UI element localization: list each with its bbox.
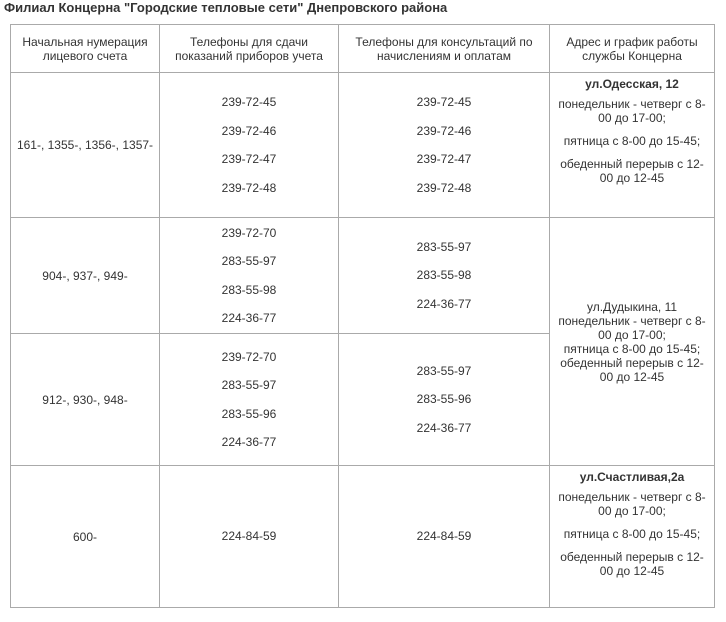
phone-number: 239-72-70 — [221, 349, 277, 364]
meter-phones-cell — [160, 334, 339, 466]
phone-number: 283-55-97 — [221, 254, 277, 268]
phone-number: 239-72-46 — [221, 123, 277, 138]
phone-number: 239-72-45 — [221, 95, 277, 109]
office-street: ул.Одесская, 12 — [585, 77, 679, 91]
meter-phones-cell — [160, 218, 339, 334]
office-lunch-break: обеденный перерыв с 12-00 до 12-45 — [560, 550, 704, 578]
column-header-consult-phones: Телефоны для консультаций по начислениям и оплатам — [339, 25, 550, 73]
consult-phones-cell — [339, 218, 550, 334]
consult-phones-cell — [339, 466, 550, 608]
table-row — [11, 218, 715, 334]
consult-phones-cell — [339, 334, 550, 466]
office-friday-hours: пятница с 8-00 до 15-45; — [563, 527, 701, 541]
service-table — [10, 24, 715, 608]
accounts-cell: 904-, 937-, 949- — [11, 218, 160, 334]
accounts-cell: 912-, 930-, 948- — [11, 334, 160, 466]
consult-phones-cell — [339, 73, 550, 218]
column-header-address: Адрес и график работы службы Концерна — [550, 25, 715, 73]
phone-number: 224-36-77 — [221, 435, 277, 449]
table-row — [11, 466, 715, 608]
phone-number: 283-55-97 — [416, 363, 472, 378]
phone-number: 224-84-59 — [416, 529, 472, 544]
phone-number: 239-72-45 — [416, 95, 472, 109]
phone-number: 283-55-96 — [221, 406, 277, 421]
phone-number: 283-55-97 — [221, 378, 277, 392]
accounts-cell: 161-, 1355-, 1356-, 1357- — [11, 73, 160, 218]
office-lunch-break: обеденный перерыв с 12-00 до 12-45 — [560, 157, 704, 185]
phone-number: 283-55-97 — [416, 239, 472, 254]
table-header-row — [11, 25, 715, 73]
phone-number: 239-72-70 — [221, 225, 277, 240]
phone-number: 239-72-48 — [221, 180, 277, 195]
phone-number: 239-72-47 — [221, 152, 277, 166]
phone-number: 283-55-98 — [416, 268, 472, 283]
address-cell — [550, 218, 715, 466]
accounts-cell: 600- — [11, 466, 160, 608]
page-heading: Филиал Концерна "Городские тепловые сети" Днепровского района — [4, 0, 448, 15]
phone-number: 224-36-77 — [221, 311, 277, 325]
office-weekday-hours: понедельник - четверг с 8-00 до 17-00; — [558, 313, 706, 342]
table-row — [11, 73, 715, 218]
phone-number: 224-36-77 — [416, 296, 472, 311]
phone-number: 239-72-48 — [416, 180, 472, 195]
phone-number: 283-55-98 — [221, 282, 277, 297]
office-street: ул.Дудыкина, 11 — [586, 299, 678, 314]
column-header-accounts: Начальная нумерация лицевого счета — [11, 25, 160, 73]
office-weekday-hours: понедельник - четверг с 8-00 до 17-00; — [558, 97, 706, 125]
office-street: ул.Счастливая,2а — [579, 470, 685, 484]
office-lunch-break: обеденный перерыв с 12-00 до 12-45 — [560, 355, 704, 384]
meter-phones-cell — [160, 466, 339, 608]
office-friday-hours: пятница с 8-00 до 15-45; — [563, 134, 701, 148]
office-friday-hours: пятница с 8-00 до 15-45; — [563, 341, 701, 356]
phone-number: 239-72-46 — [416, 123, 472, 138]
phone-number: 283-55-96 — [416, 392, 472, 407]
phone-number: 224-84-59 — [221, 529, 277, 544]
phone-number: 239-72-47 — [416, 152, 472, 166]
address-cell — [550, 466, 715, 608]
phone-number: 224-36-77 — [416, 420, 472, 435]
office-weekday-hours: понедельник - четверг с 8-00 до 17-00; — [558, 490, 706, 518]
column-header-meter-phones: Телефоны для сдачи показаний приборов учета — [160, 25, 339, 73]
meter-phones-cell — [160, 73, 339, 218]
address-cell — [550, 73, 715, 218]
